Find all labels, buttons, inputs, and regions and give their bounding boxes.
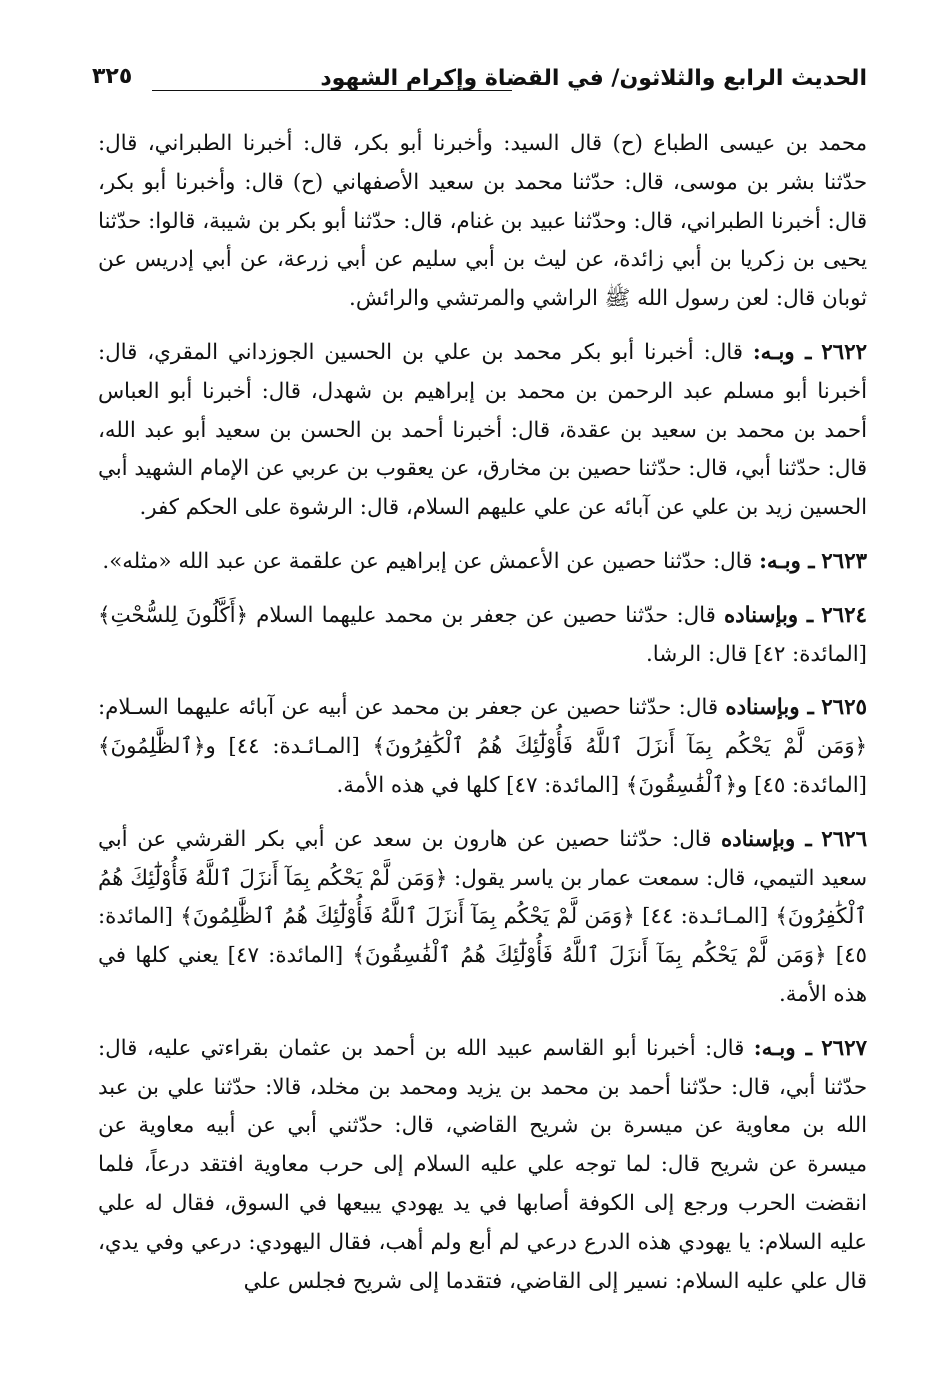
hadith-lead: ـ وبإسناده bbox=[725, 695, 814, 721]
hadith-number: ٢٦٢٥ bbox=[821, 695, 867, 721]
hadith-text: قال: حدّثنا حصين عن جعفر بن محمد عليهما السلام ﴿أَكَّلُونَ لِلسُّحْتِ﴾ [المائدة: ٤٢] قال: الرشا. bbox=[98, 602, 867, 667]
hadith-number: ٢٦٢٣ bbox=[821, 548, 867, 574]
hadith-2622 bbox=[98, 334, 867, 528]
hadith-number: ٢٦٢٧ bbox=[821, 1035, 867, 1061]
hadith-2623 bbox=[98, 543, 867, 582]
hadith-number: ٢٦٢٢ bbox=[821, 339, 867, 365]
hadith-lead: ـ وبـه: bbox=[759, 548, 815, 574]
hadith-text: قال: حدّثنا حصين عن هارون بن سعد عن أبي بكر القرشي عن أبي سعيد التيمي، قال: سمعت عمار بن ياسر يقول: ﴿وَمَن لَّمْ يَحْكُم بِمَآ أَنزَلَ ٱللَّهُ فَأُوْلَٰٓئِكَ هُمُ ٱلْكَٰفِرُونَ﴾ [المـائـدة: ٤٤] ﴿وَمَن لَّمْ يَحْكُم بِمَآ أَنزَلَ ٱللَّهُ فَأُوْلَٰٓئِكَ هُمُ ٱلظَّٰلِمُونَ﴾ [المائدة: ٤٥] ﴿وَمَن لَّمْ يَحْكُم بِمَآ أَنزَلَ ٱللَّهُ فَأُوْلَٰٓئِكَ هُمُ ٱلْفَٰسِقُونَ﴾ [المائدة: ٤٧] يعني كلها في هذه الأمة. bbox=[98, 826, 867, 1007]
hadith-lead: ـ وبـه: bbox=[753, 1035, 812, 1061]
hadith-number: ٢٦٢٦ bbox=[821, 826, 868, 852]
header-rule bbox=[152, 90, 512, 91]
page-number: ٣٢٥ bbox=[92, 64, 133, 89]
hadith-number: ٢٦٢٤ bbox=[821, 602, 867, 628]
hadith-2624 bbox=[98, 597, 867, 675]
hadith-text: قال: أخبرنا أبو القاسم عبيد الله بن أحمد بن عثمان بقراءتي عليه، قال: حدّثنا أبي، قال: حدّثنا أحمد بن محمد بن يزيد ومحمد بن مخلد، قالا: حدّثنا علي بن عبد الله بن معاوية عن ميسرة بن شريح القاضي، قال: حدّثني أبي عن أبيه معاوية عن ميسرة عن شريح قال: لما توجه علي عليه السلام إلى حرب معاوية افتقد درعاً، فلما انقضت الحرب ورجع إلى الكوفة أصابها في يد يهودي يبيعها في السوق، فقال له علي عليه السلام: يا يهودي هذه الدرع درعي لم أبع ولم أهب، فقال اليهودي: درعي وفي يدي، قال علي عليه السلام: نسير إلى القاضي، فتقدما إلى شريح فجلس علي bbox=[98, 1035, 867, 1294]
body-text bbox=[98, 125, 867, 1316]
hadith-text: قال: حدّثنا حصين عن الأعمش عن إبراهيم عن علقمة عن عبد الله «مثله». bbox=[102, 548, 753, 574]
hadith-text: قال: حدّثنا حصين عن جعفر بن محمد عن أبيه عن آبائه عليهما السـلام: ﴿وَمَن لَّمْ يَحْكُم بِمَآ أَنزَلَ ٱللَّهُ فَأُوْلَٰٓئِكَ هُمُ ٱلْكَٰفِرُونَ﴾ [المـائـدة: ٤٤] و﴿ٱلظَّٰلِمُونَ﴾ [المائدة: ٤٥] و﴿ٱلْفَٰسِقُونَ﴾ [المائدة: ٤٧] كلها في هذه الأمة. bbox=[98, 695, 867, 798]
hadith-lead: ـ وبإسناده bbox=[721, 826, 812, 852]
hadith-2627 bbox=[98, 1030, 867, 1302]
hadith-lead: ـ وبإسناده bbox=[723, 602, 814, 628]
running-header bbox=[92, 58, 867, 106]
hadith-text: قال: أخبرنا أبو بكر محمد بن علي بن الحسين الجوزداني المقري، قال: أخبرنا أبو مسلم عبد الرحمن بن محمد بن إبراهيم بن شهدل، قال: أخبرنا أبو العباس أحمد بن محمد بن سعيد بن عقدة، قال: أخبرنا أحمد بن الحسن بن سعيد أبو عبد الله، قال: حدّثنا أبي، قال: حدّثنا حصين بن مخارق، عن يعقوب بن عربي عن الإمام الشهيد أبي الحسين زيد بن علي عن آبائه عن علي عليهم السلام، قال: الرشوة على الحكم كفر. bbox=[98, 339, 867, 521]
intro-paragraph: محمد بن عيسى الطباع (ح) قال السيد: وأخبرنا أبو بكر، قال: أخبرنا الطبراني، قال: حدّثنا بشر بن موسى، قال: حدّثنا محمد بن سعيد الأصفهاني (ح) قال: وأخبرنا أبو بكر، قال: أخبرنا الطبراني، قال: وحدّثنا عبيد بن غنام، قال: حدّثنا أبو بكر بن شيبة، قالوا: حدّثنا يحيى بن زكريا بن أبي زائدة، عن ليث بن أبي سليم عن أبي زرعة، عن أبي إدريس عن ثوبان قال: لعن رسول الله ﷺ الراشي والمرتشي والرائش. bbox=[98, 131, 868, 312]
chapter-title: الحديث الرابع والثلاثون/ في القضاة وإكرام الشهود bbox=[320, 66, 867, 91]
hadith-2626 bbox=[98, 821, 867, 1015]
hadith-lead: ـ وبـه: bbox=[752, 339, 812, 365]
hadith-2625 bbox=[98, 689, 867, 805]
